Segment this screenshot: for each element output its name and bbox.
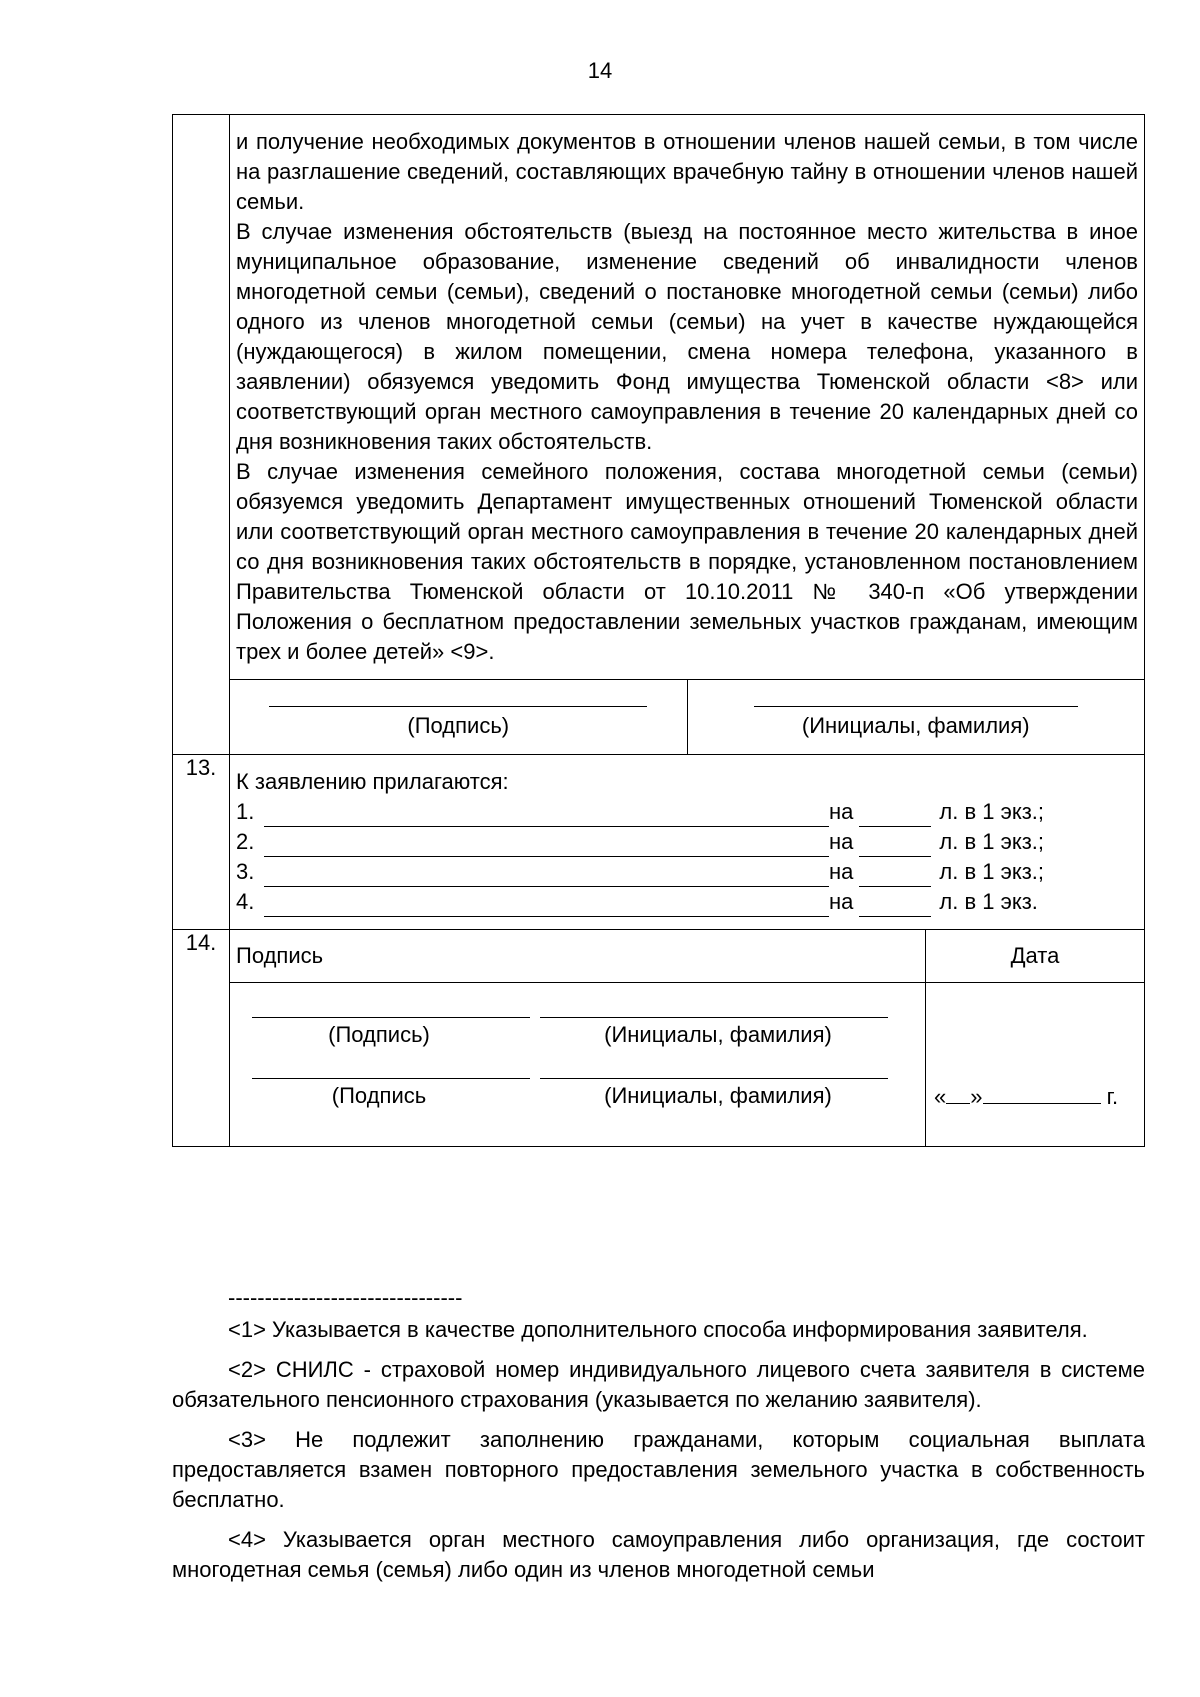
consent-text-cell (230, 115, 1145, 680)
attachment-name-field[interactable] (264, 804, 829, 827)
table-row (173, 680, 1145, 755)
attachment-name-field[interactable] (264, 834, 829, 857)
family-change-paragraph: В случае изменения семейного положения, состава многодетной семьи (семьи) обязуемся уведомить Департамент имущественных отношений Тюменской области или соответствующий орган местного самоуправления в течение 20 календарных дней со дня возникновения таких обстоятельств в порядке, установленном постановлением Правительства Тюменской области от 10.10.2011 № 340-п «Об утверждении Положения о бесплатном предоставлении земельных участков гражданам, имеющим трех и более детей» <9>. (236, 459, 1138, 664)
attachments-cell (230, 755, 1145, 930)
table-row (173, 115, 1145, 680)
sheet-count-field[interactable] (859, 864, 931, 887)
signature-cell (230, 680, 1145, 755)
month-field[interactable] (983, 1083, 1101, 1104)
consent-paragraph: и получение необходимых документов в отношении членов нашей семьи, в том числе на разглашение сведений, составляющих врачебную тайну в отношении членов нашей семьи. (236, 129, 1138, 214)
attachment-item: 1. на л. в 1 экз.; (236, 797, 1138, 827)
footnote-separator: -------------------------------- (228, 1285, 463, 1310)
table-row (173, 930, 1145, 1147)
attachment-item: 3. на л. в 1 экз.; (236, 857, 1138, 887)
attachments-heading: К заявлению прилагаются: (236, 769, 509, 794)
application-form-table (172, 114, 1145, 1147)
footnote-item: <3> Не подлежит заполнению гражданами, которым социальная выплата предоставляется взамен повторного предоставления земельного участка в собственность бесплатно. (172, 1427, 1145, 1512)
sheet-count-field[interactable] (859, 804, 931, 827)
sheet-count-field[interactable] (859, 894, 931, 917)
signature-caption: (Подпись) (407, 713, 510, 738)
signature-field[interactable] (230, 680, 687, 754)
attachment-name-field[interactable] (264, 894, 829, 917)
name-field[interactable] (528, 1017, 908, 1050)
final-signature-cell (230, 930, 1145, 1147)
footnote-item: <4> Указывается орган местного самоуправления либо организация, где состоит многодетная семья (семья) либо один из членов многодетной семьи (172, 1527, 1145, 1582)
attachment-item: 2. на л. в 1 экз.; (236, 827, 1138, 857)
footnote-item: <2> СНИЛС - страховой номер индивидуального лицевого счета заявителя в системе обязательного пенсионного страхования (указывается по желанию заявителя). (172, 1357, 1145, 1412)
attachment-item: 4. на л. в 1 экз. (236, 887, 1138, 917)
sheet-count-field[interactable] (859, 834, 931, 857)
row-number-empty (173, 115, 230, 755)
footnote-item: <1> Указывается в качестве дополнительного способа информирования заявителя. (228, 1317, 1088, 1342)
row-number: 13. (173, 755, 230, 930)
date-header: Дата (1010, 943, 1060, 968)
page-number: 14 (587, 58, 613, 83)
signature-caption: (Подпись) (328, 1022, 430, 1047)
day-field[interactable] (946, 1083, 970, 1104)
name-field[interactable] (687, 680, 1145, 754)
footnotes (172, 1283, 1145, 1595)
name-caption: (Инициалы, фамилия) (604, 1083, 832, 1108)
name-caption: (Инициалы, фамилия) (801, 713, 1030, 738)
name-field[interactable] (528, 1078, 908, 1111)
signature-field[interactable] (230, 1078, 528, 1111)
attachment-name-field[interactable] (264, 864, 829, 887)
signature-caption: (Подпись (331, 1083, 427, 1108)
signature-header: Подпись (230, 930, 926, 982)
row-number: 14. (173, 930, 230, 1147)
signature-field[interactable] (230, 1017, 528, 1050)
date-field[interactable]: « » г. (934, 1084, 1119, 1109)
name-caption: (Инициалы, фамилия) (604, 1022, 832, 1047)
table-row (173, 755, 1145, 930)
notify-paragraph: В случае изменения обстоятельств (выезд на постоянное место жительства в иное муниципальное образование, изменение сведений об инвалидности членов многодетной семьи (семьи), сведений о постановке многодетной семьи (семьи) либо одного из членов многодетной семьи (семьи) на учет в качестве нуждающейся (нуждающегося) в жилом помещении, смена номера телефона, указанного в заявлении) обязуемся уведомить Фонд имущества Тюменской области <8> или соответствующий орган местного самоуправления в течение 20 календарных дней со дня возникновения таких обстоятельств. (236, 219, 1138, 454)
